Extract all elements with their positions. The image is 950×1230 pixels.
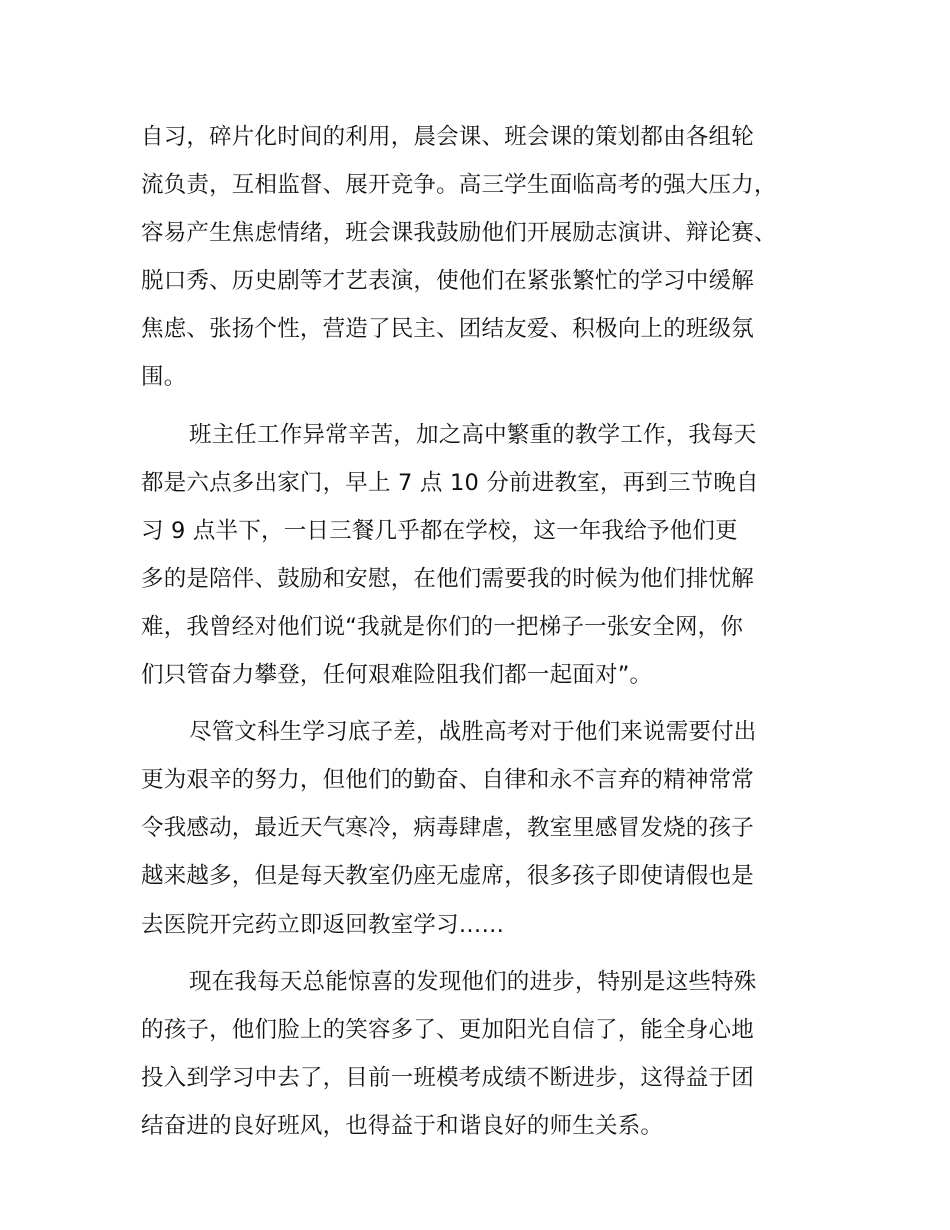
paragraph-line: 脱口秀、历史剧等才艺表演，使他们在紧张繁忙的学习中缓解 [141,268,754,295]
paragraph-line: 结奋进的良好班风，也得益于和谐良好的师生关系。 [141,1112,664,1139]
paragraph-line: 容易产生焦虑情绪，班会课我鼓励他们开展励志演讲、辩论赛、 [141,220,777,247]
paragraph-line: 都是六点多出家门，早上 7 点 10 分前进教室，再到三节晚自 [141,469,759,496]
paragraph-spacer [141,699,831,708]
paragraph-spacer [141,949,831,958]
paragraph-spacer [141,402,831,411]
document-body [141,113,831,1150]
paragraph-line: 越来越多，但是每天教室仍座无虚席，很多孩子即使请假也是 [141,863,754,890]
paragraph-line: 去医院开完药立即返回教室学习…… [141,911,505,938]
paragraph-line: 投入到学习中去了，目前一班模考成绩不断进步，这得益于团 [141,1064,754,1091]
paragraph-3 [141,708,831,948]
paragraph-line: 流负责，互相监督、展开竞争。高三学生面临高考的强大压力， [141,172,777,199]
paragraph-line: 的孩子，他们脸上的笑容多了、更加阳光自信了，能全身心地 [141,1016,754,1043]
paragraph-line: 习 9 点半下，一日三餐几乎都在学校，这一年我给予他们更 [141,517,738,544]
paragraph-line: 围。 [141,364,187,391]
paragraph-2 [141,411,831,700]
paragraph-line: 更为艰辛的努力，但他们的勤奋、自律和永不言弃的精神常常 [141,767,754,794]
paragraph-line: 难，我曾经对他们说“我就是你们的一把梯子一张安全网，你 [141,613,744,640]
paragraph-4 [141,958,831,1150]
paragraph-line: 现在我每天总能惊喜的发现他们的进步，特别是这些特殊 [189,968,757,995]
paragraph-line: 尽管文科生学习底子差，战胜高考对于他们来说需要付出 [189,719,757,746]
paragraph-1 [141,113,831,402]
paragraph-line: 们只管奋力攀登，任何艰难险阻我们都一起面对”。 [141,662,653,689]
paragraph-line: 班主任工作异常辛苦，加之高中繁重的教学工作，我每天 [189,421,757,448]
paragraph-line: 多的是陪伴、鼓励和安慰，在他们需要我的时候为他们排忧解 [141,565,754,592]
paragraph-line: 令我感动，最近天气寒冷，病毒肆虐，教室里感冒发烧的孩子 [141,815,754,842]
paragraph-line: 焦虑、张扬个性，营造了民主、团结友爱、积极向上的班级氛 [141,316,754,343]
paragraph-line: 自习，碎片化时间的利用，晨会课、班会课的策划都由各组轮 [141,124,754,150]
